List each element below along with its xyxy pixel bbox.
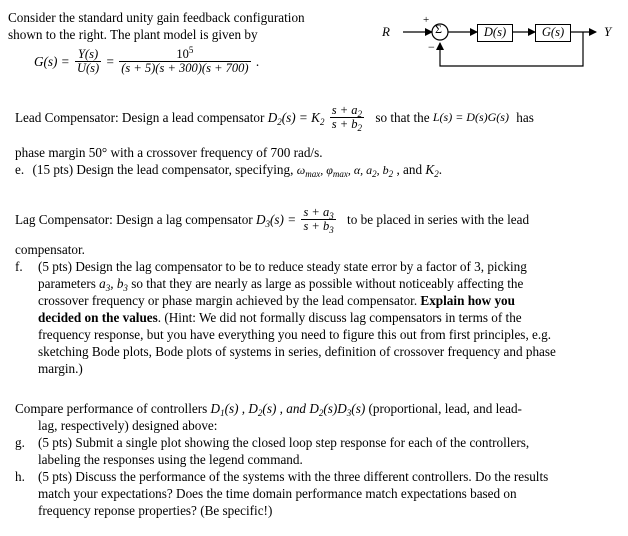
param-b: , b: [110, 276, 124, 291]
d23-sub: 2: [318, 408, 324, 418]
part-h-line-1: (5 pts) Discuss the performance of the systems with the three different controllers. Do the results: [38, 469, 549, 484]
part-f-line-3-bold: Explain how you: [420, 293, 515, 308]
d23-base: D: [309, 401, 319, 416]
lead-prefix: Lead Compensator: Design a lead compensator: [15, 110, 265, 125]
d2-arg: (s) , and: [262, 401, 307, 416]
part-f-line-2a: parameters: [38, 276, 96, 291]
b-symbol: , b: [376, 163, 389, 177]
lag-line-1: [15, 206, 529, 233]
part-f-line-7: margin.): [38, 361, 83, 376]
part-e-and: , and: [396, 162, 423, 177]
part-g-marker: g.: [15, 435, 25, 450]
block-d: D(s): [477, 24, 513, 42]
lead-den-base: s + b: [331, 117, 358, 131]
lag-den-sub: 3: [329, 225, 334, 235]
lag-d3-arg: (s) =: [270, 212, 297, 227]
lead-d2-sub: 2: [277, 117, 282, 127]
phi-sub: max: [332, 169, 348, 179]
part-f-marker: f.: [15, 259, 23, 274]
part-g-line-2: labeling the responses using the legend command.: [38, 452, 303, 467]
d1-arg: (s) ,: [224, 401, 246, 416]
g-eq: =: [106, 54, 114, 69]
d23-sub2: 3: [346, 408, 352, 418]
part-f-params: [99, 276, 128, 291]
d1-base: D: [210, 401, 221, 416]
part-f-line-4-text: . (Hint: We did not formally discuss lag compensators in terms of the: [157, 310, 522, 325]
lag-den: [301, 219, 335, 233]
part-f-line-1: (5 pts) Design the lag compensator to be to reduce steady state error by a factor of 3, picking: [38, 259, 527, 274]
compare-line-1b: (proportional, lead, and lead-: [368, 401, 522, 416]
part-e-text: (15 pts) Design the lead compensator, specifying,: [32, 162, 294, 177]
part-f-line-4: [38, 310, 522, 325]
g-num-2-base: 10: [176, 47, 189, 61]
k-base: K: [425, 162, 435, 177]
part-e: [15, 162, 442, 178]
part-e-k: [425, 162, 438, 177]
d2-base: D: [248, 401, 258, 416]
lead-d2: [268, 110, 325, 125]
sum-symbol: Σ: [435, 22, 442, 36]
d2-sub: 2: [257, 408, 263, 418]
lead-d2-arg: (s) = K: [281, 110, 320, 125]
lead-den: [330, 117, 364, 131]
lead-frac: [330, 104, 364, 131]
intro-line-1: Consider the standard unity gain feedback configuration: [8, 10, 305, 25]
intro-line-2: shown to the right. The plant model is given by: [8, 27, 258, 42]
g-num-2: [119, 45, 250, 61]
lag-prefix: Lag Compensator: Design a lag compensator: [15, 212, 253, 227]
omega-symbol: ω: [296, 163, 306, 177]
g-den-2: (s + 5)(s + 300)(s + 700): [121, 61, 249, 75]
g-num-2-exp: 5: [188, 45, 194, 55]
part-e-marker: e.: [15, 162, 25, 177]
controller-d2: [248, 401, 306, 416]
g-den-1: U(s): [76, 61, 100, 75]
plus-sign: +: [423, 14, 430, 26]
part-f-line-5: frequency response, but you have everything you need to figure this out from first principles, e.g.: [38, 327, 552, 342]
part-f-line-2b: so that they are nearly as large as possible without noticeably affecting the: [131, 276, 524, 291]
a2-sub: 2: [372, 169, 377, 179]
b2-sub: 2: [388, 169, 394, 179]
part-h-line-3: frequency reponse properties? (Be specific!): [38, 503, 273, 518]
lag-frac: [301, 206, 335, 233]
lead-num: [330, 104, 364, 117]
part-h-line-2: match your expectations? Does the time domain performance match expectations based on: [38, 486, 517, 501]
lag-d3: [256, 212, 296, 227]
y-label: Y: [604, 24, 612, 39]
lag-d3-sub: 3: [265, 219, 271, 229]
lag-suffix: to be placed in series with the lead: [347, 212, 530, 227]
lag-d3-base: D: [255, 212, 266, 227]
lag-num-sub: 3: [329, 211, 334, 221]
lead-has: has: [516, 110, 534, 125]
compare-line-1a: Compare performance of controllers: [15, 401, 208, 416]
g-num-1: Y(s): [77, 47, 99, 61]
g-lhs: G(s) =: [34, 54, 70, 69]
block-g: G(s): [535, 24, 571, 42]
lead-line-2: phase margin 50° with a crossover frequency of 700 rad/s.: [15, 145, 323, 160]
part-f-line-3-text: crossover frequency or phase margin achieved by the lead compensator.: [38, 293, 418, 308]
part-f-line-2: [38, 276, 523, 291]
part-e-symbols: [297, 163, 393, 177]
param-a-sub: 3: [105, 283, 111, 293]
g-end: .: [255, 54, 260, 69]
block-diagram: [370, 8, 620, 78]
plant-equation: [34, 45, 260, 75]
param-b-sub: 3: [123, 283, 128, 293]
g-frac-2: [119, 45, 250, 75]
minus-sign: −: [428, 40, 435, 54]
lag-den-base: s + b: [303, 219, 330, 233]
omega-sub: max: [305, 169, 321, 179]
param-a: a: [99, 276, 106, 291]
lead-suffix: so that the: [375, 110, 430, 125]
lead-num-sub: 2: [357, 109, 363, 119]
part-g-line-1: (5 pts) Submit a single plot showing the closed loop step response for each of the controllers,: [38, 435, 530, 450]
d23-arg: (s): [351, 401, 366, 416]
d1-sub: 1: [220, 408, 225, 418]
d23-mid: (s)D: [323, 401, 347, 416]
compare-line-2: lag, respectively) designed above:: [38, 418, 218, 433]
lead-num-base: s + a: [331, 103, 358, 117]
lead-d2-base: D: [267, 110, 278, 125]
g-frac-1: [75, 48, 101, 75]
r-label: R: [382, 24, 390, 39]
part-h-marker: h.: [15, 469, 25, 484]
lag-num-base: s + a: [303, 205, 330, 219]
lead-den-sub: 2: [357, 123, 363, 133]
lead-k-sub: 2: [319, 117, 325, 127]
part-e-end: .: [438, 162, 442, 177]
lag-line-2: compensator.: [15, 242, 85, 257]
k-sub: 2: [434, 169, 439, 179]
lead-loop: L(s) = D(s)G(s): [432, 110, 509, 124]
part-f-line-6: sketching Bode plots, Bode plots of systems in series, definition of crossover frequency and phase: [38, 344, 556, 359]
controller-d2d3: [309, 401, 365, 416]
lead-line-1: [15, 104, 534, 131]
lag-num: [301, 206, 335, 219]
part-f-line-3: [38, 293, 515, 308]
controller-d1: [211, 401, 246, 416]
part-f-line-4-bold: decided on the values: [38, 310, 158, 325]
compare-line-1: [15, 401, 522, 416]
alpha-a-symbol: , α, a: [347, 163, 373, 177]
phi-symbol: , φ: [320, 163, 333, 177]
